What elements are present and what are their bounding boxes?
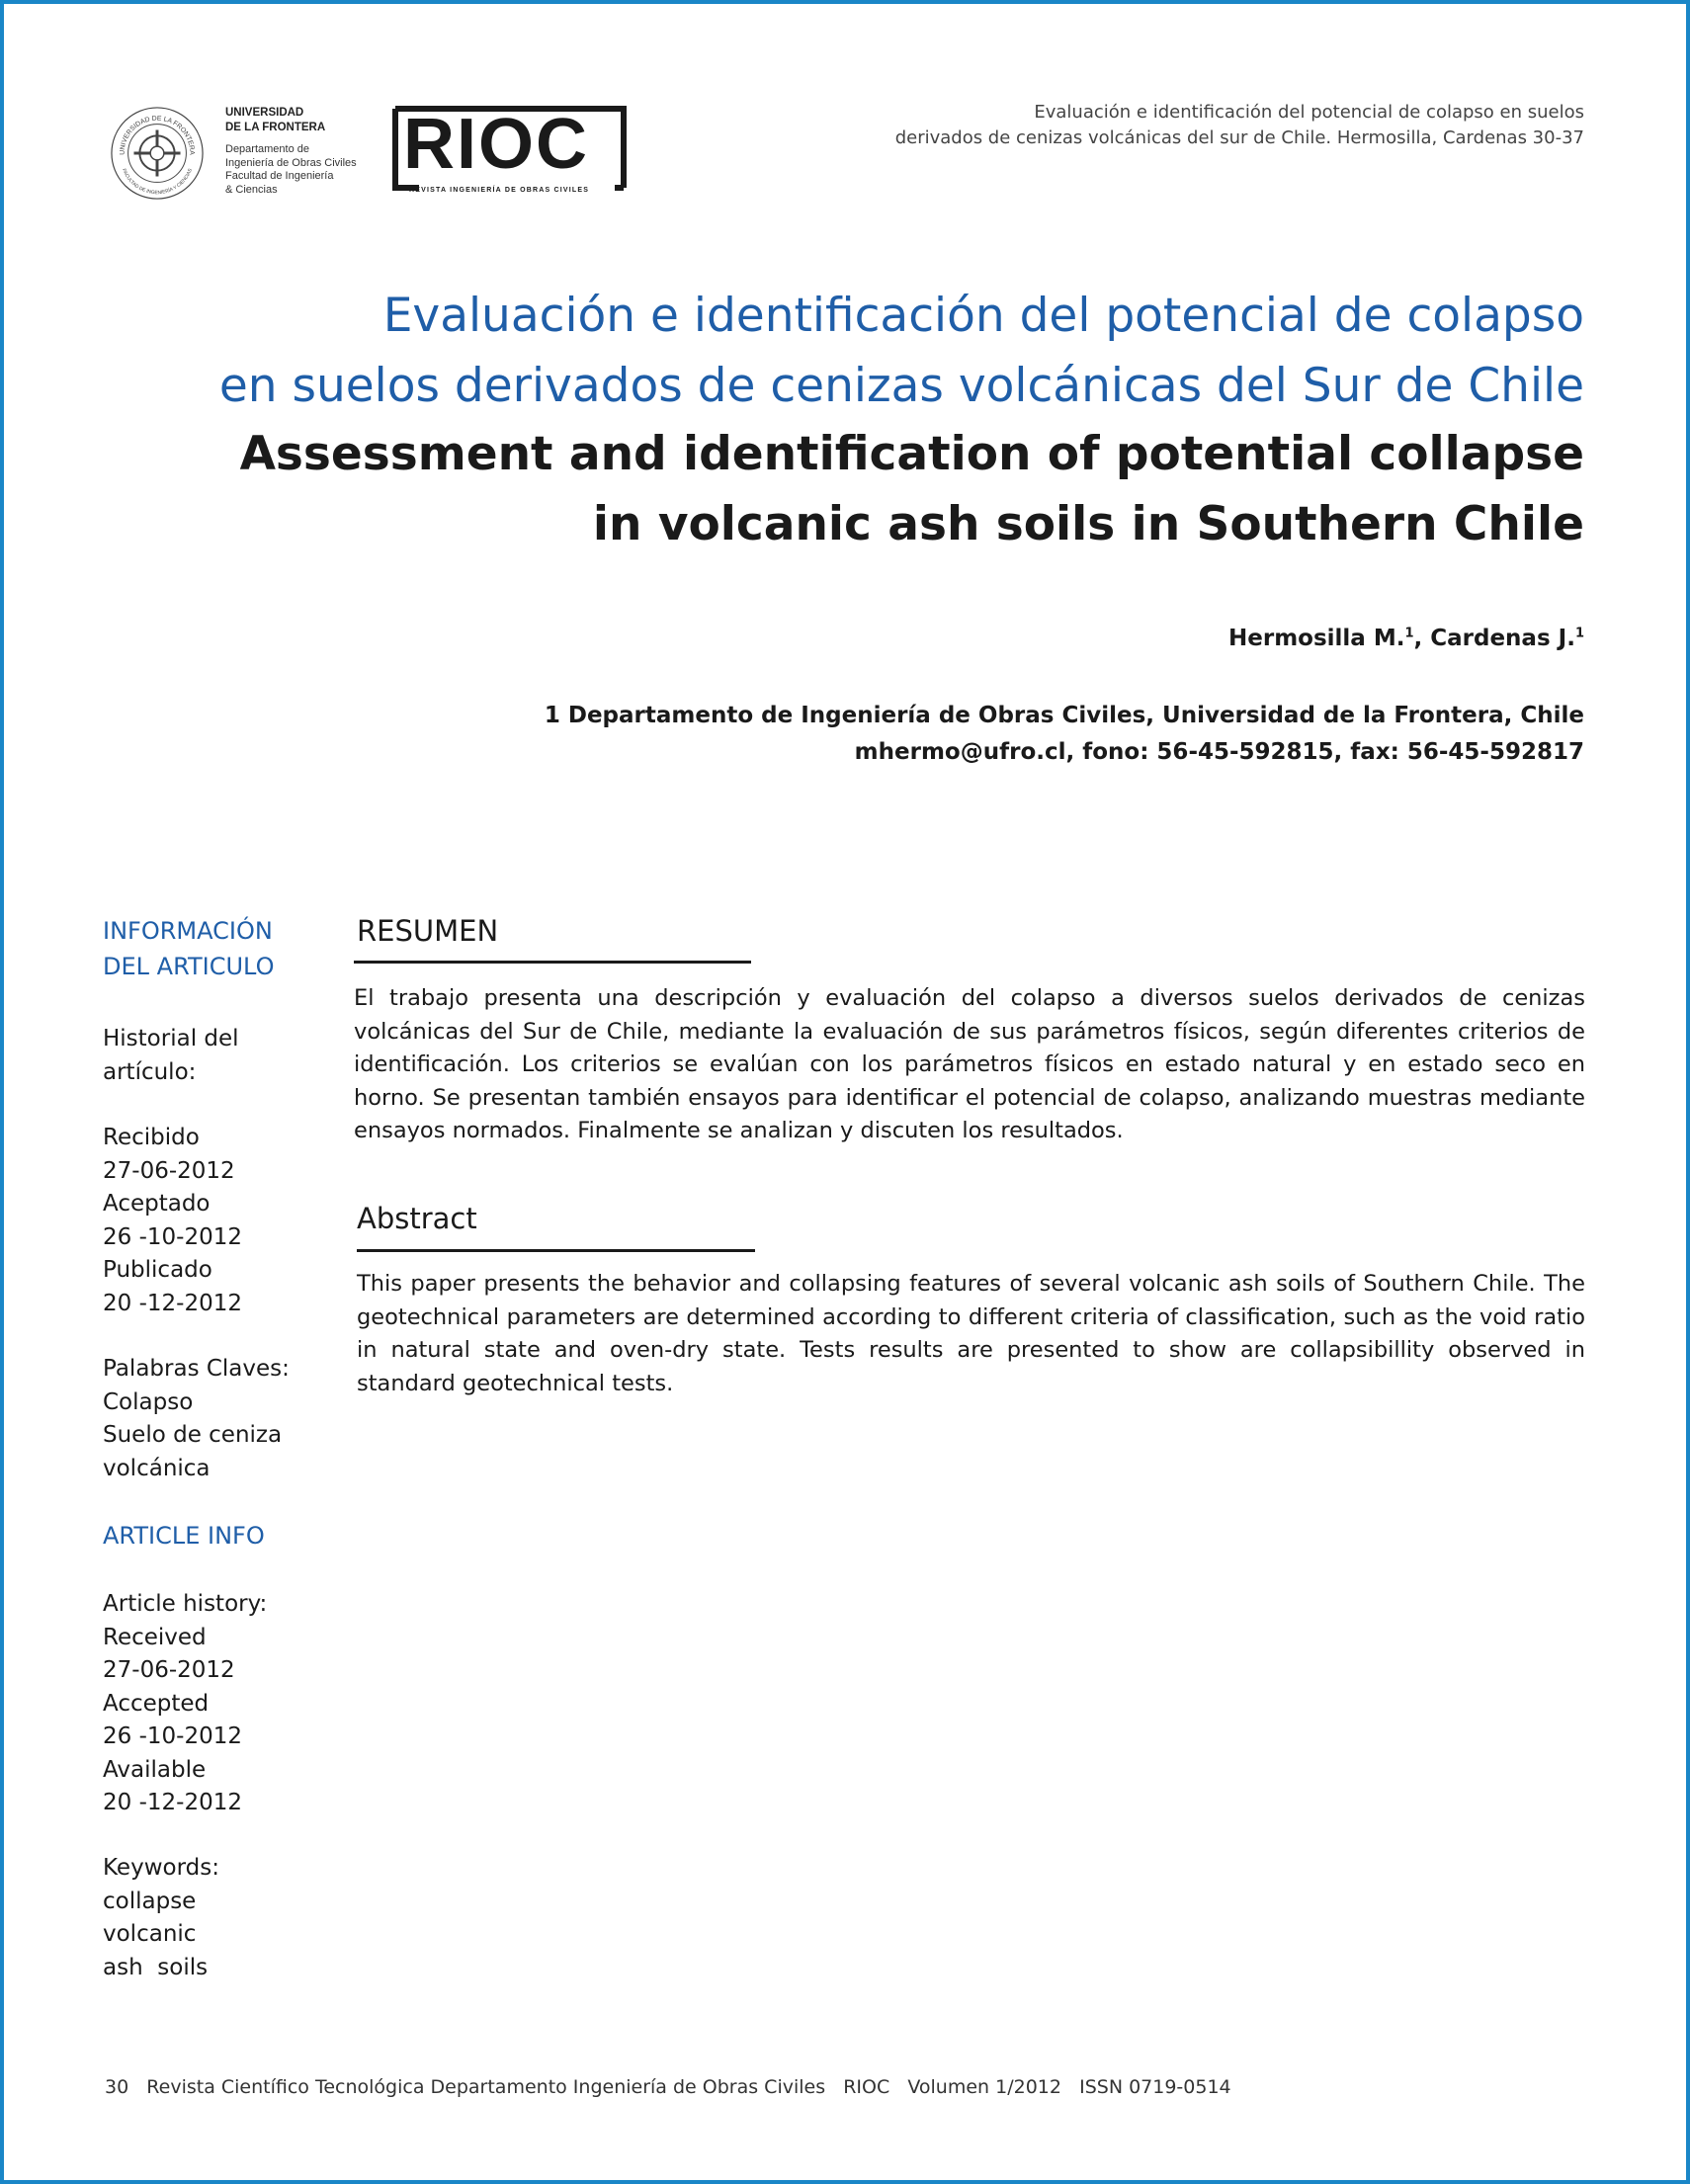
title-spanish: Evaluación e identificación del potencial de colapso en suelos derivados de cenizas volcánicas del Sur de Chile	[218, 289, 1584, 413]
resumen-rule	[354, 961, 751, 964]
article-dates-es: Recibido 27-06-2012 Aceptado 26 -10-2012 Publicado 20 -12-2012	[103, 1125, 242, 1316]
rioc-logo: RIOC	[403, 105, 589, 184]
university-seal-logo	[109, 105, 206, 202]
seal-text-bottom: FACULTAD DE INGENIERÍA Y CIENCIAS	[121, 168, 194, 197]
running-head: Evaluación e identificación del potencial de colapso en suelos derivados de cenizas volcánicas del sur de Chile. Hermosilla, Cardenas 30-37	[894, 102, 1584, 148]
university-name: UNIVERSIDAD DE LA FRONTERA	[225, 107, 326, 133]
keywords-en: Keywords: collapse volcanic ash soils	[103, 1855, 219, 1980]
contact-info: mhermo@ufro.cl, fono: 56-45-592815, fax: 56-45-592817	[854, 739, 1584, 765]
seal-text-top: UNIVERSIDAD DE LA FRONTERA	[119, 115, 196, 155]
article-history-en: Article history: Received 27-06-2012 Accepted 26 -10-2012 Available 20 -12-2012	[103, 1591, 268, 1815]
resumen-text: El trabajo presenta una descripción y evaluación del colapso a diversos suelos derivados de cenizas volcánicas del Sur de Chile, mediante la evaluación de sus parámetros físicos, según diferentes criterios de identificación. Los criterios se evalúan con los parámetros físicos en estado natural y en estado seco en horno. Se presentan también ensayos para identificar el potencial de colapso, analizando muestras mediante ensayos normados. Finalmente se analizan y discuten los resultados.	[354, 985, 1585, 1143]
article-history-es: Historial del artículo:	[103, 1026, 239, 1085]
keywords-es: Palabras Claves: Colapso Suelo de ceniza volcánica	[103, 1356, 290, 1481]
abstract-rule	[357, 1249, 755, 1252]
resumen-heading: RESUMEN	[357, 914, 499, 948]
article-info-heading-en: ARTICLE INFO	[103, 1522, 265, 1550]
page-footer: 30 Revista Científico Tecnológica Departamento Ingeniería de Obras Civiles RIOC Volumen 1/2012 ISSN 0719-0514	[105, 2076, 1231, 2098]
affiliation: 1 Departamento de Ingeniería de Obras Civiles, Universidad de la Frontera, Chile mhermo@ufro.cl, fono: 56-45-592815, fax: 56-45-592817	[545, 698, 1584, 771]
title-english: Assessment and identification of potential collapse in volcanic ash soils in Southern Chile	[239, 427, 1584, 551]
article-info-heading-es: INFORMACIÓN DEL ARTICULO	[103, 917, 275, 980]
authors: Hermosilla M.$^1$, Cardenas J.$^1$	[1228, 626, 1584, 651]
rioc-logo-subtitle: REVISTA INGENIERÍA DE OBRAS CIVILES	[409, 187, 590, 194]
abstract-text: This paper presents the behavior and collapsing features of several volcanic ash soils of Southern Chile. The geotechnical parameters are determined according to different criteria of classification, such as the void ratio in natural state and oven-dry state. Tests results are presented to show are collapsibillity observed in standard geotechnical tests.	[357, 1271, 1585, 1396]
department-name: Departamento de Ingeniería de Obras Civiles Facultad de Ingeniería & Ciencias	[225, 143, 357, 196]
abstract-heading: Abstract	[357, 1202, 477, 1235]
